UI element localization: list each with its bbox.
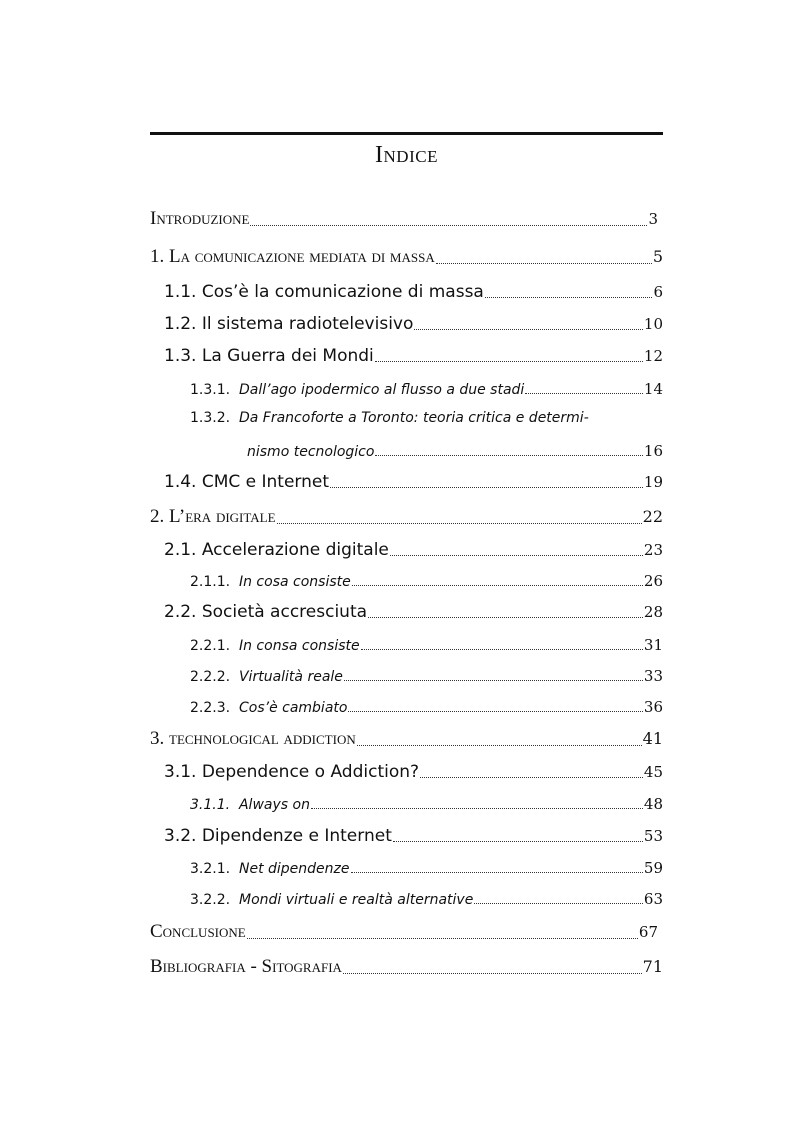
toc-title: Da Francoforte a Toronto: teoria critica e determi-	[238, 410, 589, 426]
dot-leader	[436, 263, 652, 264]
toc-entry-1-1[interactable]	[164, 282, 663, 302]
toc-entry-1-3-2-line2[interactable]	[247, 442, 663, 460]
toc-number: 3.2.1.	[190, 861, 231, 877]
toc-title: Net dipendenze	[238, 861, 350, 877]
toc-entry-3-1[interactable]	[164, 762, 663, 782]
dot-leader	[361, 649, 643, 650]
toc-page-number: 6	[653, 283, 663, 301]
toc-page-number: 10	[643, 315, 663, 333]
toc-entry-2-2[interactable]	[164, 602, 663, 622]
toc-label: 2.2. Società accresciuta	[164, 602, 368, 622]
toc-page-number: 63	[643, 890, 663, 908]
toc-entry-3-1-1[interactable]	[190, 795, 663, 813]
toc-entry-3-2[interactable]	[164, 826, 663, 846]
toc-label: 1.3. La Guerra dei Mondi	[164, 346, 374, 366]
toc-number: 1.3.1.	[190, 382, 231, 398]
toc-label	[190, 797, 310, 813]
toc-entry-chapter-2[interactable]	[150, 506, 663, 528]
toc-label	[190, 861, 350, 877]
page-title: Indice	[375, 142, 438, 168]
dot-leader	[420, 777, 643, 778]
toc-label	[190, 669, 343, 685]
toc-page-number: 14	[643, 380, 663, 398]
toc-title: Always on	[238, 797, 310, 813]
toc-label: 2.1. Accelerazione digitale	[164, 540, 389, 560]
dot-leader	[344, 680, 643, 681]
toc-page-number: 59	[643, 859, 663, 877]
dot-leader	[250, 225, 647, 226]
toc-entry-conclusione[interactable]	[150, 921, 658, 943]
dot-leader	[485, 297, 653, 298]
toc-entry-2-2-2[interactable]	[190, 667, 663, 685]
dot-leader	[352, 585, 643, 586]
toc-entry-3-2-1[interactable]	[190, 859, 663, 877]
toc-page-number: 31	[643, 636, 663, 654]
toc-title: In cosa consiste	[238, 574, 351, 590]
toc-page-number: 28	[643, 603, 663, 621]
dot-leader	[414, 329, 643, 330]
toc-page-number: 16	[643, 442, 663, 460]
toc-label	[190, 892, 473, 908]
toc-entry-2-2-3[interactable]	[190, 698, 663, 716]
toc-label: Conclusione	[150, 921, 246, 942]
toc-page-number: 48	[643, 795, 663, 813]
toc-title: Virtualità reale	[238, 669, 343, 685]
dot-leader	[368, 617, 643, 618]
toc-page-number: 26	[643, 572, 663, 590]
toc-entry-chapter-1[interactable]	[150, 246, 663, 268]
toc-label: 3.2. Dipendenze e Internet	[164, 826, 392, 846]
dot-leader	[525, 393, 643, 394]
dot-leader	[277, 523, 642, 524]
dot-leader	[390, 555, 643, 556]
toc-entry-1-3-1[interactable]	[190, 380, 663, 398]
dot-leader	[343, 973, 642, 974]
toc-page-number: 5	[652, 247, 663, 266]
toc-title: Dall’ago ipodermico al flusso a due stadi	[238, 382, 525, 398]
toc-title: Cos’è cambiato	[238, 700, 348, 716]
toc-page-number: 22	[642, 507, 663, 526]
toc-label: 1. La comunicazione mediata di massa	[150, 246, 435, 267]
toc-number: 2.2.2.	[190, 669, 231, 685]
toc-entry-chapter-3[interactable]	[150, 728, 663, 750]
toc-page-number: 19	[643, 473, 663, 491]
toc-number: 3.2.2.	[190, 892, 231, 908]
toc-label	[190, 700, 347, 716]
toc-page-number: 33	[643, 667, 663, 685]
toc-page-number: 53	[643, 827, 663, 845]
dot-leader	[474, 903, 643, 904]
toc-label	[190, 382, 524, 398]
toc-label: 1.2. Il sistema radiotelevisivo	[164, 314, 414, 334]
top-rule	[150, 132, 663, 135]
toc-page-number: 41	[642, 729, 663, 748]
dot-leader	[393, 841, 643, 842]
toc-label: 3.1. Dependence o Addiction?	[164, 762, 420, 782]
toc-number: 3.1.1.	[190, 797, 231, 813]
toc-entry-1-2[interactable]	[164, 314, 663, 334]
toc-entry-1-4[interactable]	[164, 472, 663, 492]
dot-leader	[330, 487, 643, 488]
toc-entry-introduzione[interactable]	[150, 208, 658, 230]
toc-label: 1.4. CMC e Internet	[164, 472, 330, 492]
toc-title: In consa consiste	[238, 638, 360, 654]
toc-label	[190, 574, 351, 590]
toc-title: nismo tecnologico	[247, 444, 375, 460]
toc-page-number: 3	[648, 210, 658, 228]
toc-page-number: 71	[642, 957, 663, 976]
dot-leader	[375, 455, 642, 456]
toc-entry-1-3[interactable]	[164, 346, 663, 366]
toc-entry-3-2-2[interactable]	[190, 890, 663, 908]
toc-label	[190, 638, 360, 654]
toc-page-number: 45	[643, 763, 663, 781]
toc-page-number: 36	[643, 698, 663, 716]
dot-leader	[357, 745, 642, 746]
toc-entry-bibliografia[interactable]	[150, 956, 663, 978]
toc-number: 2.2.1.	[190, 638, 231, 654]
dot-leader	[351, 872, 643, 873]
toc-page-number: 67	[638, 923, 658, 941]
toc-entry-2-1-1[interactable]	[190, 572, 663, 590]
toc-entry-2-2-1[interactable]	[190, 636, 663, 654]
toc-number: 1.3.2.	[190, 410, 231, 426]
toc-label: 1.1. Cos’è la comunicazione di massa	[164, 282, 484, 302]
dot-leader	[375, 361, 643, 362]
toc-number: 2.1.1.	[190, 574, 231, 590]
toc-title: Mondi virtuali e realtà alternative	[238, 892, 474, 908]
toc-page-number: 23	[643, 541, 663, 559]
dot-leader	[247, 938, 638, 939]
dot-leader	[311, 808, 643, 809]
toc-label: Introduzione	[150, 208, 250, 229]
toc-label	[190, 410, 589, 426]
toc-label: Bibliografia - Sitografia	[150, 956, 342, 977]
toc-label: 3. technological addiction	[150, 728, 356, 749]
toc-entry-1-3-2-line1[interactable]	[190, 410, 663, 426]
toc-label: 2. L’era digitale	[150, 506, 276, 527]
toc-number: 2.2.3.	[190, 700, 231, 716]
dot-leader	[348, 711, 642, 712]
toc-page-number: 12	[643, 347, 663, 365]
toc-entry-2-1[interactable]	[164, 540, 663, 560]
